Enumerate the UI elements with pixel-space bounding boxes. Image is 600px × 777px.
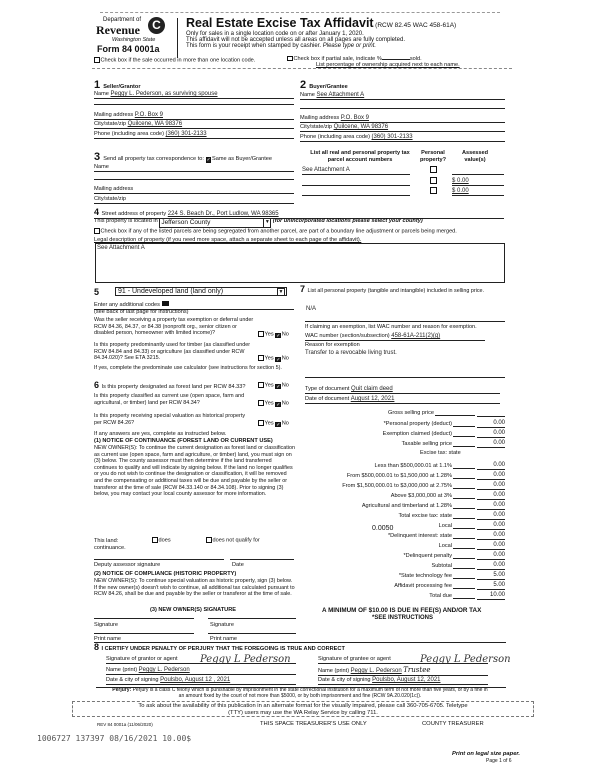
tax-row xyxy=(330,420,505,428)
does-not-checkbox[interactable]: does not qualify for xyxy=(206,537,260,544)
tax-row-label: *State technology fee xyxy=(398,573,452,580)
sec6-q3-answer[interactable]: Yes ✓No xyxy=(258,420,289,427)
tax-row-value[interactable] xyxy=(477,416,505,417)
personal-property-value[interactable]: N/A xyxy=(306,306,317,312)
parcel-header-personal: Personal property? xyxy=(419,150,447,163)
tax-row xyxy=(330,532,505,540)
tax-row-value[interactable]: 0.00 xyxy=(477,440,505,448)
tax-row-label: Total excise tax: state xyxy=(398,513,452,520)
sec3-name-field[interactable]: Name xyxy=(94,164,294,172)
grantee-date-field[interactable]: Date & city of signing Poulsbo, August 12, 2021 xyxy=(318,677,488,685)
tax-row xyxy=(330,430,505,438)
seller-phone-field[interactable]: Phone (including area code) (360) 301-2133 xyxy=(94,131,294,139)
sec6-q1: 6 Is this property designated as forest land per RCW 84.33? xyxy=(94,380,246,390)
type-print-note: Please type or print. xyxy=(322,43,377,49)
grantee-signature-field[interactable]: Signature of grantee or agent xyxy=(318,656,488,664)
sec7-label: 7 List all personal property (tangible and intangible) included in selling price. xyxy=(300,284,485,294)
tax-row xyxy=(330,522,505,530)
tax-row-label: *Delinquent penalty xyxy=(403,553,452,560)
tax-row xyxy=(330,582,505,590)
partial-percent-input[interactable] xyxy=(382,54,410,60)
sec3-mail-field[interactable]: Mailing address xyxy=(94,186,294,194)
tax-row xyxy=(330,512,505,520)
tax-row-value[interactable]: 0.00 xyxy=(477,562,505,570)
tax-row-label: *Personal property (deduct) xyxy=(383,421,452,428)
buyer-city-field[interactable]: City/state/zip Quilcene, WA 98376 xyxy=(300,124,505,132)
partial-sale-label: Check box if partial sale, indicate % xyxy=(293,56,382,62)
tax-row-label: *Delinquent interest: state xyxy=(387,533,452,540)
tax-row xyxy=(330,492,505,500)
header-line3 xyxy=(186,43,376,50)
seller-mail-field[interactable]: Mailing address P.O. Box 9 xyxy=(94,112,294,120)
page-number: Page 1 of 6 xyxy=(486,758,512,764)
buyer-heading: 2 Buyer/Grantee xyxy=(300,79,348,91)
reason-value[interactable]: Transfer to a revocable living trust. xyxy=(305,350,397,356)
header-divider xyxy=(177,18,178,58)
tax-row xyxy=(330,592,505,600)
tax-row-value[interactable]: 0.00 xyxy=(477,522,505,530)
sec6-q2: Is this property classified as current use (open space, farm and agricultural, or timber) land per RCW 84.34? xyxy=(94,393,245,406)
parcel-header-numbers: List all real and personal property tax parcel account numbers xyxy=(310,150,410,163)
tax-row-value[interactable]: 0.00 xyxy=(477,542,505,550)
this-land-label: This land: xyxy=(94,538,119,544)
header-line1: Only for sales in a single location code on or after January 1, 2020. xyxy=(186,31,364,37)
sec6-q3: Is this property receiving special valuation as historical property per RCW 84.26? xyxy=(94,413,246,426)
sec5-q1-answer[interactable]: Yes ✓No xyxy=(258,331,289,338)
tax-row xyxy=(330,462,505,470)
grantor-signature-image: Peggy L Pederson xyxy=(200,654,291,665)
perjury-note: Perjury: Perjury is a class C felony which is punishable by imprisonment in the state correctional institution for a maximum term of not more than five years, or by a fine in an amount fixed by the court of not more than $5000, or by both imprisonment and fine (RCW 9A.20.020(1c)). xyxy=(112,687,488,699)
dept-label: Department of xyxy=(103,17,142,23)
trustee-handwriting: Trustee xyxy=(403,666,431,674)
tax-row-label: Local xyxy=(438,543,452,550)
legal-paper-note: Print on legal size paper. xyxy=(452,751,520,757)
grantor-signature-field[interactable]: Signature of grantor or agent xyxy=(106,656,296,664)
revenue-logo-text: Revenue xyxy=(96,23,140,37)
tax-row-label: Subtotal xyxy=(431,563,452,570)
multi-location-checkbox[interactable] xyxy=(94,57,255,64)
chevron-down-icon[interactable]: ▼ xyxy=(278,289,284,295)
tax-row-label: From $1,500,000.01 to $3,000,000 at 2.75% xyxy=(342,483,452,490)
owner-print-name-1[interactable]: Print name xyxy=(94,636,122,642)
local-rate: 0.0050 xyxy=(372,525,394,532)
see-instructions: *SEE INSTRUCTIONS xyxy=(372,615,434,621)
continuance-label: continuance. xyxy=(94,545,126,551)
tax-row xyxy=(330,440,505,448)
tax-row-value[interactable]: 0.00 xyxy=(477,502,505,510)
sold-label: sold. xyxy=(409,56,422,62)
treasurer-use: THIS SPACE TREASURER'S USE ONLY xyxy=(260,721,367,727)
owner-print-name-2[interactable]: Print name xyxy=(210,636,238,642)
sec3-city-field[interactable]: City/state/zip xyxy=(94,196,294,204)
tax-row-value[interactable]: 10.00 xyxy=(477,592,505,600)
page-title: Real Estate Excise Tax Affidavit xyxy=(186,16,374,30)
rev-number: REV 84 0001a (11/06/2020) xyxy=(97,722,153,727)
if-any-yes: If any answers are yes, complete as instructed below. xyxy=(94,431,227,437)
tax-row xyxy=(330,552,505,560)
same-as-buyer-checkbox[interactable]: ✓ xyxy=(206,157,211,163)
certify-statement: 8 I CERTIFY UNDER PENALTY OF PERJURY THAT THE FOREGOING IS TRUE AND CORRECT xyxy=(94,642,345,652)
tax-row xyxy=(330,562,505,570)
header-line2: This affidavit will not be accepted unless all areas on all pages are fully completed. xyxy=(186,37,406,43)
rcw-ref: (RCW 82.45 WAC 458-61A) xyxy=(375,22,457,29)
tax-row-value[interactable]: 0.00 xyxy=(477,552,505,560)
codes-note: (see back of last page for instructions) xyxy=(94,309,189,315)
tax-row xyxy=(330,502,505,510)
tax-row-label: Taxable selling price xyxy=(401,441,452,448)
land-use-select[interactable]: 91 - Undeveloped land (land only) ▼ xyxy=(115,287,287,296)
dor-logo-icon: C xyxy=(148,17,165,34)
tax-row xyxy=(330,482,505,490)
tax-row-value[interactable]: 5.00 xyxy=(477,582,505,590)
assessed-value-field[interactable]: $ 0.00 xyxy=(452,178,504,186)
sec5-q2: Is this property predominantly used for timber (as classified under RCW 84.84 and 84.33) or agriculture (as classified under RCW 84.34.020)? See ETA 3215. xyxy=(94,342,251,362)
buyer-mail-field[interactable]: Mailing address P.O. Box 9 xyxy=(300,115,505,123)
tax-row xyxy=(330,410,505,417)
parcel-number-field[interactable] xyxy=(302,178,410,186)
tax-row-label: Total due xyxy=(429,593,452,600)
tax-row-label: Agricultural and timberland at 1.28% xyxy=(361,503,452,510)
reason-label: Reason for exemption xyxy=(305,342,360,348)
personal-property-checkbox[interactable] xyxy=(430,177,437,184)
tax-row xyxy=(330,572,505,580)
grantee-signature-image: Peggy L Pederson xyxy=(420,654,511,665)
personal-property-checkbox[interactable] xyxy=(430,166,437,173)
cashier-stamp: 1006727 137397 08/16/2021 10.00$ xyxy=(37,734,192,743)
chevron-down-icon[interactable]: ▼ xyxy=(264,219,270,225)
seller-city-field[interactable]: City/state/zip Quilcene, WA 98376 xyxy=(94,121,294,129)
notice1-title: (1) NOTICE OF CONTINUANCE (FOREST LAND OR CURRENT USE) xyxy=(94,438,273,444)
legal-desc-label: Legal description of property (if you need more space, attach a separate sheet to each page of the affidavit). xyxy=(94,237,362,243)
buyer-phone-field[interactable]: Phone (including area code) (360) 301-2133 xyxy=(300,134,505,142)
segregate-checkbox[interactable]: Check box if any of the listed parcels are being segregated from another parcel, are part of a boundary line adjustment or parcels being merged. xyxy=(94,228,457,235)
parcel-number-field[interactable] xyxy=(302,188,410,196)
notice2-title: (2) NOTICE OF COMPLIANCE (HISTORIC PROPERTY) xyxy=(94,571,237,577)
legal-desc-box[interactable]: See Attachment A xyxy=(95,243,505,283)
seller-name-field[interactable]: Name Peggy L. Pederson, as surviving spouse xyxy=(94,91,294,99)
owner-signature-2[interactable]: Signature xyxy=(210,622,234,628)
exempt-label: If claiming an exemption, list WAC number and reason for exemption. xyxy=(305,324,477,330)
minimum-note: A MINIMUM OF $10.00 IS DUE IN FEE(S) AND/OR TAX xyxy=(322,607,482,614)
buyer-name-field[interactable]: Name See Attachment A xyxy=(300,92,505,100)
tax-row-label: Gross selling price xyxy=(387,410,434,416)
tax-row-label: Local xyxy=(438,523,452,530)
tax-row xyxy=(330,472,505,480)
notice3-title: (3) NEW OWNER(S) SIGNATURE xyxy=(150,607,236,613)
tax-row-label: Exemption claimed (deduct) xyxy=(382,431,452,438)
tax-row-value[interactable]: 0.00 xyxy=(477,430,505,438)
notice2-text: NEW OWNER(S): To continue special valuation as historic property, sign (3) below. If the new owner(s) doesn't wish to continue, all additional tax calculated pursuant to RCW 84.26, shall be due and payable by the seller or transferor at the time of sale. xyxy=(94,578,295,598)
tax-row-value[interactable]: 0.00 xyxy=(477,482,505,490)
form-number: Form 84 0001a xyxy=(97,44,160,54)
tax-row-value[interactable]: 0.00 xyxy=(477,492,505,500)
sec5-number: 5 xyxy=(94,287,100,297)
doc-type-field[interactable]: Type of document Quit claim deed xyxy=(305,386,500,394)
notice1-text: NEW OWNER(S): To continue the current designation as forest land or classification as current use (open space, farm and agriculture, or timber) land, you must sign on (3) below. The county assessor must then determine if the land transferred continues to qualify and will indicate by signing below. If the land no longer qualifies or you do not wish to continue the designation or classification, it will be removed and the compensating or additional taxes will be due and payable by the seller or transferor at the time of sale (RCW 84.33.140 or 84.34.108). Prior to signing (3) below, you may contact your local county assessor for more information. xyxy=(94,445,295,498)
tax-row-label: From $500,000.01 to $1,500,000 at 1.28% xyxy=(346,473,452,480)
tax-row-value[interactable]: 0.00 xyxy=(477,462,505,470)
county-row: This property is located in Jefferson County ▼ (for unincorporated locations please select your county) xyxy=(94,218,423,226)
tax-row xyxy=(330,542,505,550)
tax-row-value[interactable]: 0.00 xyxy=(477,420,505,428)
tax-row-value[interactable]: 5.00 xyxy=(477,572,505,580)
sec6-q1-answer[interactable]: Yes ✓No xyxy=(258,382,289,389)
grantor-name-field[interactable]: Name (print) Peggy L. Pederson xyxy=(106,667,296,675)
tax-section-label: Excise tax: state xyxy=(420,450,461,456)
alt-format-box: To ask about the availability of this publication in an alternate format for the visually impaired, please call 360-705-6705. Teletype (TTY) users may use the WA Relay Service by calling 711. xyxy=(72,701,534,717)
tax-row-value[interactable]: 0.00 xyxy=(477,512,505,520)
receipt-note: This form is your receipt when stamped by cashier. xyxy=(186,43,322,49)
wac-field[interactable]: WAC number (section/subsection) 458-61A-211(2)(g) xyxy=(305,333,485,341)
parcel-number-field[interactable]: See Attachment A xyxy=(302,167,410,175)
sec5-q2-answer[interactable]: Yes ✓No xyxy=(258,355,289,362)
street-address-field[interactable]: 4 Street address of property 224 S. Beach Dr., Port Ludlow, WA 98365 xyxy=(94,207,504,219)
does-checkbox[interactable]: does xyxy=(152,537,171,544)
grantor-date-field[interactable]: Date & city of signing Poulsbo, August 12 , 2021 xyxy=(106,677,296,685)
title-row xyxy=(186,16,456,31)
date-label: Date xyxy=(232,562,244,568)
sec6-q2-answer[interactable]: Yes ✓No xyxy=(258,400,289,407)
county-select[interactable]: Jefferson County ▼ xyxy=(161,219,270,226)
multi-location-label: Check box if the sale occurred in more than one location code. xyxy=(100,57,256,64)
additional-codes-field[interactable]: Enter any additional codes xyxy=(94,301,294,310)
doc-date-field[interactable]: Date of document August 12, 2021 xyxy=(305,396,500,404)
state-label: Washington State xyxy=(112,37,156,43)
personal-property-checkbox[interactable] xyxy=(430,187,437,194)
grantee-name-field[interactable]: Name (print) Peggy L. Pederson Trustee xyxy=(318,667,488,676)
deputy-signature-label: Deputy assessor signature xyxy=(94,562,161,568)
assessed-value-field[interactable]: $ 0.00 xyxy=(452,188,504,196)
assessed-value-field[interactable] xyxy=(452,167,504,175)
sec3-heading: 3 Send all property tax correspondence to: ✓Same as Buyer/Grantee xyxy=(94,151,273,163)
parcel-header-value: Assessed value(s) xyxy=(461,150,489,163)
county-treasurer: COUNTY TREASURER xyxy=(422,721,484,727)
owner-signature-1[interactable]: Signature xyxy=(94,622,118,628)
sec5-q2b: If yes, complete the predominate use calculator (see instructions for section 5). xyxy=(94,365,282,371)
tax-row-label: Less than $500,000.01 at 1.1% xyxy=(374,463,452,470)
sec5-q1: Was the seller receiving a property tax exemption or deferral under RCW 84.36, 84.37, or 84.38 (nonprofit org., senior citizen or disabled person, homeowner with limited income)? xyxy=(94,317,254,337)
list-percentage-note: List percentage of ownership acquired next to each name. xyxy=(316,62,460,68)
tax-row-label: Above $3,000,000 at 3% xyxy=(390,493,452,500)
seller-heading: 1 Seller/Grantor xyxy=(94,79,141,91)
tax-row-value[interactable]: 0.00 xyxy=(477,532,505,540)
tax-row-value[interactable]: 0.00 xyxy=(477,472,505,480)
tax-row-label: Affidavit processing fee xyxy=(394,583,452,590)
